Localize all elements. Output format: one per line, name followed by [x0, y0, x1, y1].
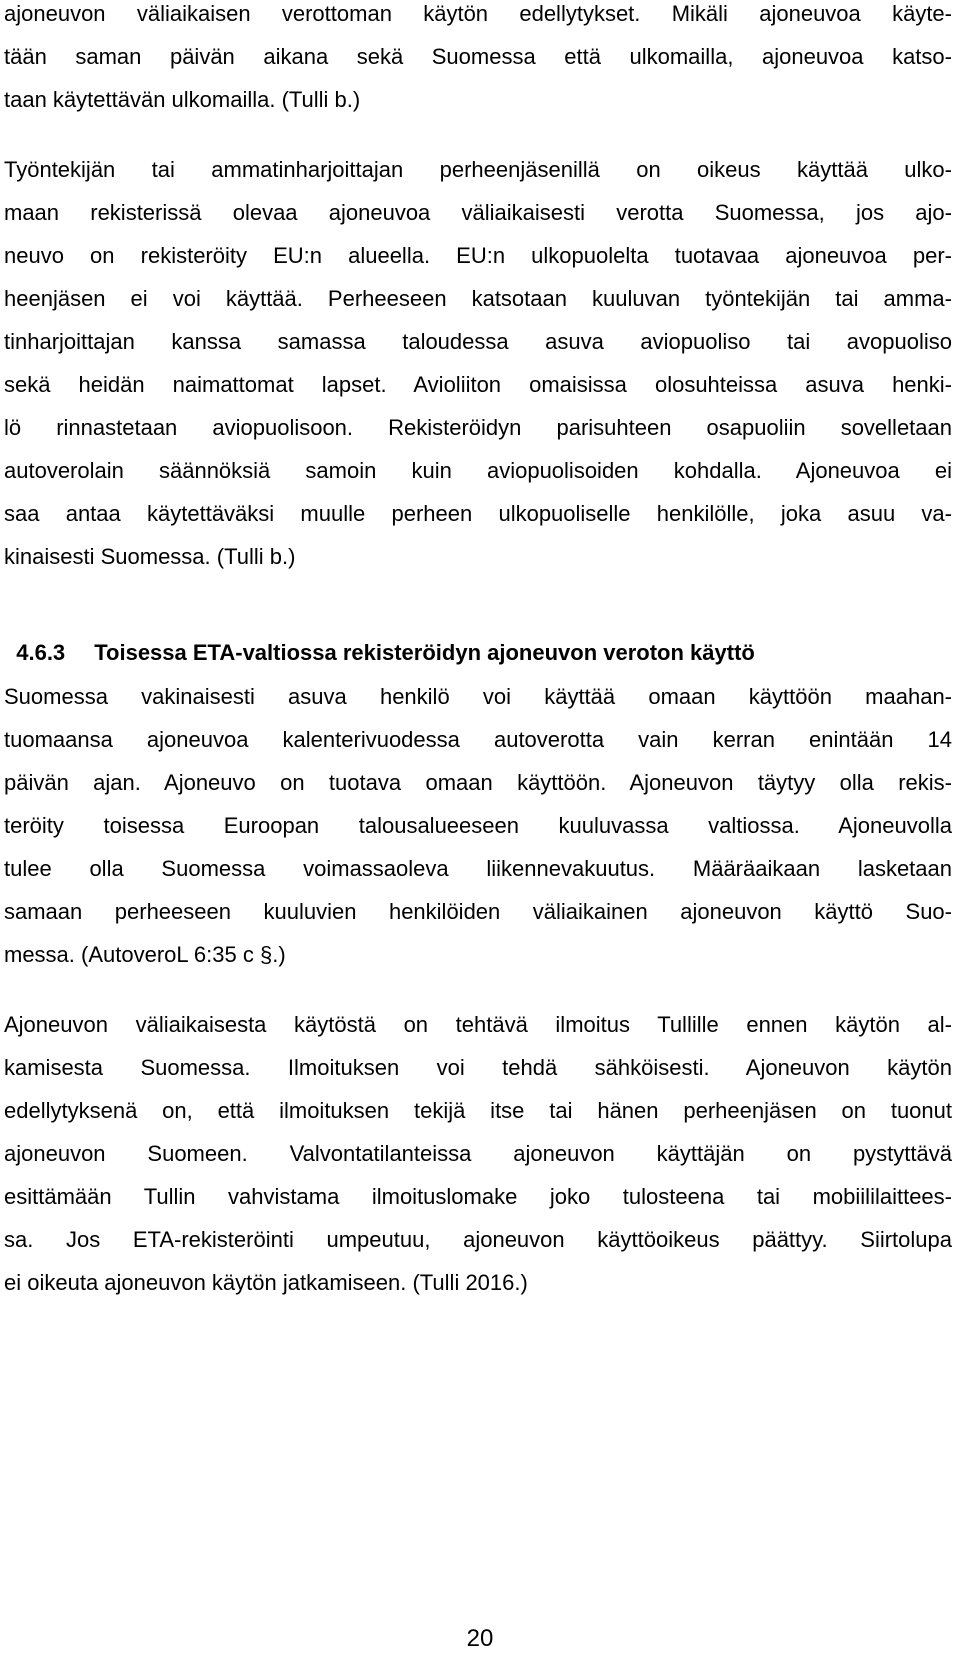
page-number: 20 [466, 1625, 494, 1652]
section-title: Toisessa ETA-valtiossa rekisteröidyn ajoneuvon veroton käyttö [94, 640, 755, 665]
section-number: 4.6.3 [16, 640, 66, 665]
section-heading [4, 614, 755, 666]
